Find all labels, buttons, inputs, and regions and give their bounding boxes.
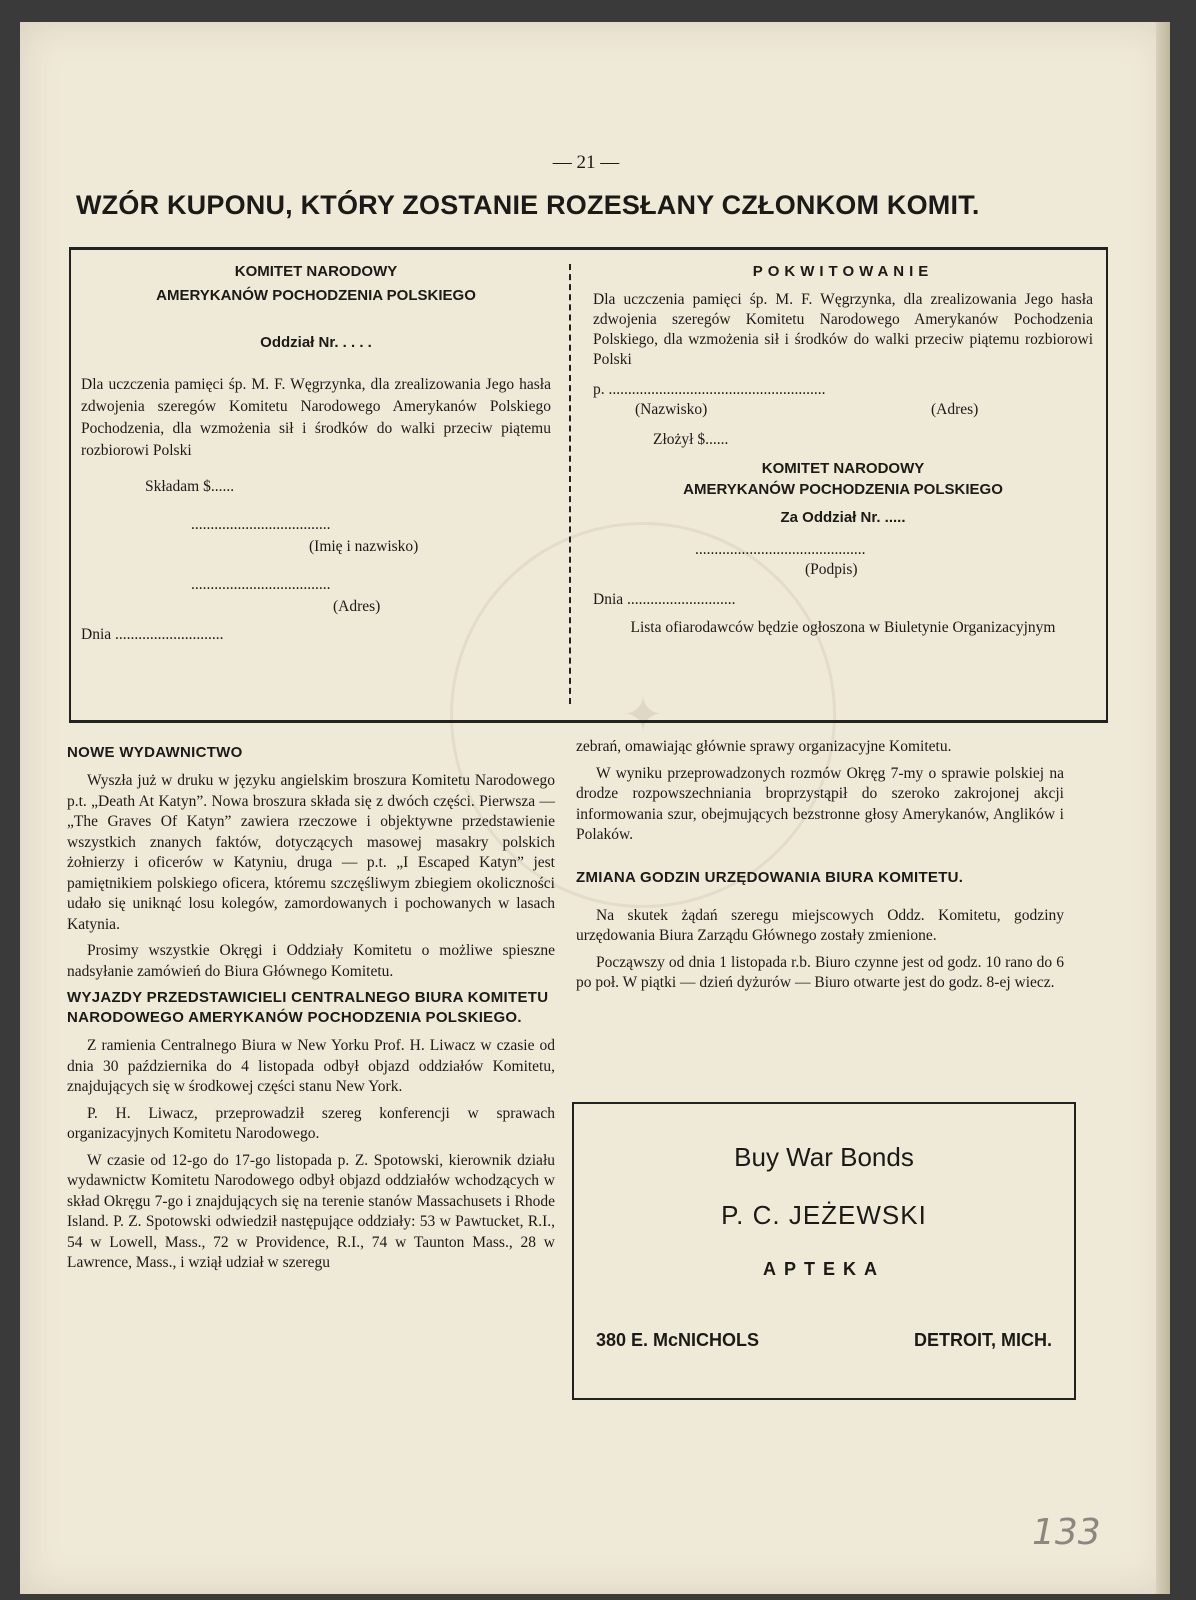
coupon-left-text: Dla uczczenia pamięci śp. M. F. Węgrzynka, dla zrealizowania Jego hasła zdwojenia szeregów Komitetu Narodowego Amerykanów Polskiego Pochodzenia, dla wzmożenia sił i środków do walki przeciw piątemu rozbiorowi Polski	[81, 376, 551, 459]
coupon-right-zlozyl: Złożył $......	[653, 431, 729, 448]
page-edge	[1156, 22, 1170, 1594]
document-page	[20, 22, 1170, 1594]
ad-business-type: APTEKA	[762, 1259, 885, 1279]
coupon-left-adres-label: (Adres)	[333, 598, 381, 615]
paragraph: Z ramienia Centralnego Biura w New Yorku Prof. H. Liwacz w czasie od dnia 30 października do 4 listopada odbył objazd oddziałów Komitetu, znajdujących się w środkowej części stanu New York.	[67, 1037, 555, 1095]
coupon-right-dnia: Dnia ............................	[593, 591, 736, 608]
watermark-seal: ✦	[450, 522, 836, 908]
coupon-left-title-2: AMERYKANÓW POCHODZENIA POLSKIEGO	[156, 287, 476, 304]
coupon-right-adres-label: (Adres)	[931, 401, 979, 418]
coupon-right-lista: Lista ofiarodawców będzie ogłoszona w Biuletynie Organizacyjnym	[630, 619, 1056, 636]
coupon-left-dots-2: ....................................	[191, 576, 331, 593]
heading-nowe-wydawnictwo: NOWE WYDAWNICTWO	[67, 744, 243, 761]
handwritten-archive-number: 133	[1032, 1512, 1101, 1553]
coupon-right-title: POKWITOWANIE	[752, 263, 934, 280]
cut-line	[569, 264, 571, 704]
left-column	[67, 737, 555, 1280]
page-headline: WZÓR KUPONU, KTÓRY ZOSTANIE ROZESŁANY CZŁONKOM KOMIT.	[76, 190, 980, 220]
ad-city: DETROIT, MICH.	[914, 1330, 1052, 1350]
paragraph: Na skutek żądań szeregu miejscowych Oddz. Komitetu, godziny urzędowania Biura Zarządu Głównego zostały zmienione.	[576, 906, 1064, 944]
ad-address: 380 E. McNICHOLS	[596, 1330, 760, 1350]
heading-zmiana-godzin: ZMIANA GODZIN URZĘDOWANIA BIURA KOMITETU.	[576, 868, 964, 886]
coupon-right-labels	[593, 400, 1093, 422]
coupon-left-oddzial: Oddział Nr. . . . .	[260, 334, 372, 351]
paragraph: W wyniku przeprowadzonych rozmów Okręg 7-my o sprawie polskiej na drodze rozpowszechniania broprzystąpił do szeroko zakrojonej akcji informowania szur, obejmujących bezstronne głosy Amerykanów, Anglików i Polaków.	[576, 764, 1064, 843]
right-column	[576, 737, 1064, 1000]
coupon-form	[69, 247, 1108, 723]
coupon-right-podpis-label: (Podpis)	[805, 561, 858, 578]
coupon-right-za-oddzial: Za Oddział Nr. .....	[780, 509, 906, 526]
coupon-right-dots: ............................................	[695, 541, 866, 558]
coupon-left-imie-label: (Imię i nazwisko)	[309, 538, 419, 555]
paragraph: Wyszła już w druku w języku angielskim broszura Komitetu Narodowego p.t. „Death At Katyn”. Nowa broszura składa się z dwóch części. Pierwsza — „The Graves Of Katyn” zawiera rzeczowe i objektywne przedstawienie wszystkich znanych faktów, dotyczących masowej masakry polskich żołnierzy i oficerów w Katyniu, druga — p.t. „I Escaped Katyn” jest pamiętnikiem polskiego oficera, któremu szczęśliwym zbiegiem okoliczności udało się uniknąć losu kolegów, zamordowanych i pochowanych w lasach Katynia.	[67, 772, 555, 933]
coupon-right-org-1: KOMITET NARODOWY	[761, 460, 925, 477]
coupon-right-text: Dla uczczenia pamięci śp. M. F. Węgrzynka, dla zrealizowania Jego hasła zdwojenia szeregów Komitetu Narodowego Amerykanów Pochodzenia Polskiego, dla wzmożenia sił i środków do walki przeciw piątemu rozbiorowi Polski	[593, 291, 1093, 368]
coupon-left-title-1: KOMITET NARODOWY	[234, 263, 398, 280]
coupon-left-dnia: Dnia ............................	[81, 626, 224, 643]
paragraph: zebrań, omawiając głównie sprawy organizacyjne Komitetu.	[576, 738, 952, 755]
coupon-right-nazwisko-label: (Nazwisko)	[635, 401, 708, 418]
coupon-left-skladam: Składam $......	[145, 478, 235, 495]
paragraph: P. H. Liwacz, przeprowadził szereg konferencji w sprawach organizacyjnych Komitetu Narodowego.	[67, 1104, 555, 1142]
coupon-left	[81, 260, 551, 646]
page-number: — 21 —	[552, 152, 620, 173]
coupon-right-p-line: p. ........................................................	[593, 381, 826, 398]
coupon-right	[593, 260, 1093, 638]
coupon-right-org-2: AMERYKANÓW POCHODZENIA POLSKIEGO	[683, 481, 1003, 498]
ad-slogan: Buy War Bonds	[734, 1142, 914, 1172]
advertisement-box	[572, 1102, 1076, 1400]
coupon-left-dots-1: ....................................	[191, 516, 331, 533]
paragraph: Prosimy wszystkie Okręgi i Oddziały Komitetu o możliwe spieszne nadsyłanie zamówień do Biura Głównego Komitetu.	[67, 942, 555, 980]
heading-wyjazdy: WYJAZDY PRZEDSTAWICIELI CENTRALNEGO BIURA KOMITETU NARODOWEGO AMERYKANÓW POCHODZENIA POLSKIEGO.	[67, 989, 549, 1026]
paragraph: Począwszy od dnia 1 listopada r.b. Biuro czynne jest od godz. 10 rano do 6 po poł. W piątki — dzień dyżurów — Biuro otwarte jest do godz. 8-ej wiecz.	[576, 953, 1064, 991]
ad-business-name: P. C. JEŻEWSKI	[721, 1200, 927, 1230]
paragraph: W czasie od 12-go do 17-go listopada p. Z. Spotowski, kierownik działu wydawnictw Komitetu Narodowego odbył objazd oddziałów wchodzących w skład Okręgu 7-go i znajdujących się na terenie stanów Massachusets i Rhode Island. P. Z. Spotowski odwiedził następujące oddziały: 53 w Pawtucket, R.I., 54 w Lowell, Mass., 72 w Providence, R.I., 74 w Taunton Mass., 28 w Lawrence, Mass., i wziął udział w szeregu	[67, 1151, 555, 1271]
